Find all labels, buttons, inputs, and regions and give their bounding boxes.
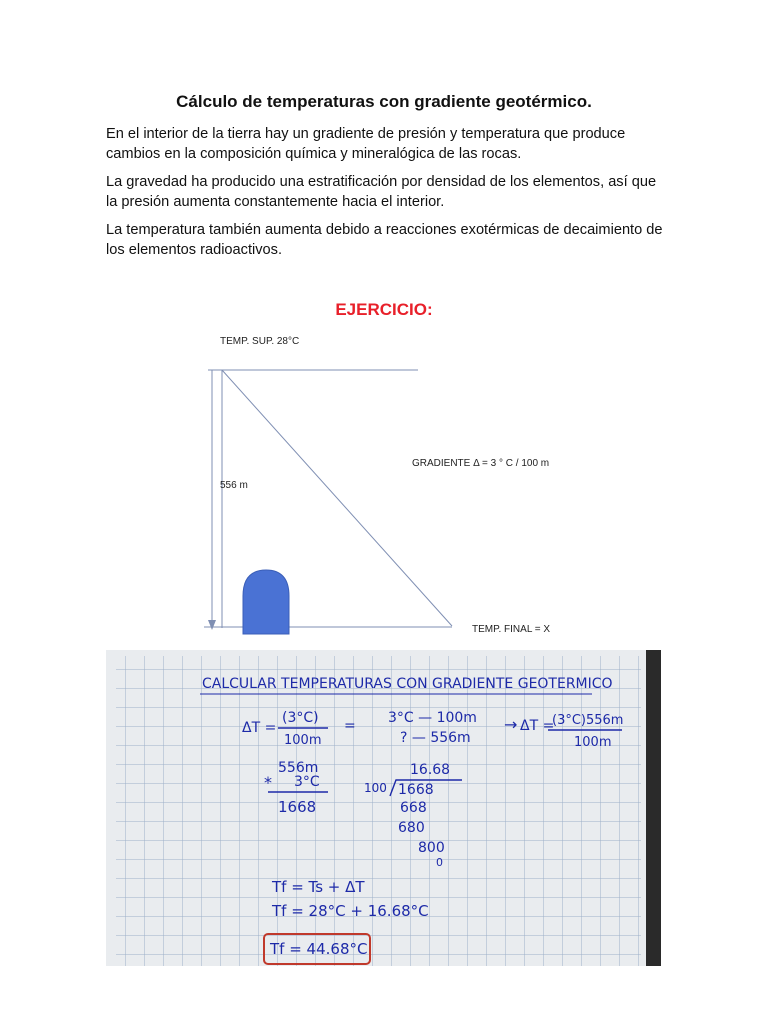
diagram-drawing bbox=[190, 328, 590, 640]
page-title: Cálculo de temperaturas con gradiente geotérmico. bbox=[176, 92, 592, 111]
div-step-3: 800 bbox=[418, 840, 445, 856]
rule-bottom: ? — 556m bbox=[400, 730, 471, 746]
result-denominator: 100m bbox=[574, 735, 612, 750]
result-numerator: (3°C)556m bbox=[552, 713, 624, 728]
div-quotient: 16.68 bbox=[410, 762, 451, 778]
div-step-2: 680 bbox=[398, 820, 425, 836]
temp-sup-label: TEMP. SUP. 28°C bbox=[220, 336, 300, 347]
div-step-1: 668 bbox=[400, 800, 427, 816]
depth-label: 556 m bbox=[220, 480, 248, 491]
notebook-heading: CALCULAR TEMPERATURAS CON GRADIENTE GEOTERMICO bbox=[202, 676, 613, 692]
formula-equals: = bbox=[344, 718, 356, 734]
div-step-4: 0 bbox=[436, 856, 443, 869]
mult-factor: 3°C bbox=[294, 774, 320, 790]
depth-arrow-head bbox=[208, 620, 216, 630]
equation-2: Tf = 28°C + 16.68°C bbox=[272, 902, 429, 920]
rule-top: 3°C — 100m bbox=[388, 710, 477, 726]
formula-lhs: ΔT = bbox=[242, 720, 277, 736]
mult-sign: * bbox=[264, 773, 272, 792]
arrow-symbol: → bbox=[504, 715, 518, 734]
temp-final-label: TEMP. FINAL = X bbox=[472, 624, 551, 635]
notebook-photo bbox=[106, 650, 661, 966]
result-lhs: ΔT = bbox=[520, 718, 555, 734]
paragraph-3: La temperatura también aumenta debido a reacciones exotérmicas de decaimiento de los elementos radioactivos. bbox=[106, 222, 663, 258]
geothermal-diagram bbox=[190, 328, 590, 640]
equation-1: Tf = Ts + ΔT bbox=[272, 878, 365, 896]
div-dividend: 1668 bbox=[398, 782, 434, 798]
exercise-heading: EJERCICIO: bbox=[335, 300, 433, 319]
gradient-label: GRADIENTE Δ = 3 ° C / 100 m bbox=[412, 458, 550, 469]
mult-result: 1668 bbox=[278, 798, 317, 816]
formula-denominator: 100m bbox=[284, 733, 322, 748]
tunnel-shape bbox=[243, 570, 289, 634]
formula-numerator: (3°C) bbox=[282, 710, 319, 726]
paragraph-1: En el interior de la tierra hay un gradiente de presión y temperatura que produce cambios en la composición química y mineralógica de las rocas. bbox=[106, 126, 626, 162]
mult-top: 556m bbox=[278, 760, 319, 776]
div-divisor: 100 bbox=[364, 781, 387, 795]
paragraph-2: La gravedad ha producido una estratificación por densidad de los elementos, así que la presión aumenta constantemente hacia el interior. bbox=[106, 174, 657, 210]
notebook-page bbox=[106, 650, 661, 966]
equation-3: Tf = 44.68°C bbox=[270, 940, 368, 958]
